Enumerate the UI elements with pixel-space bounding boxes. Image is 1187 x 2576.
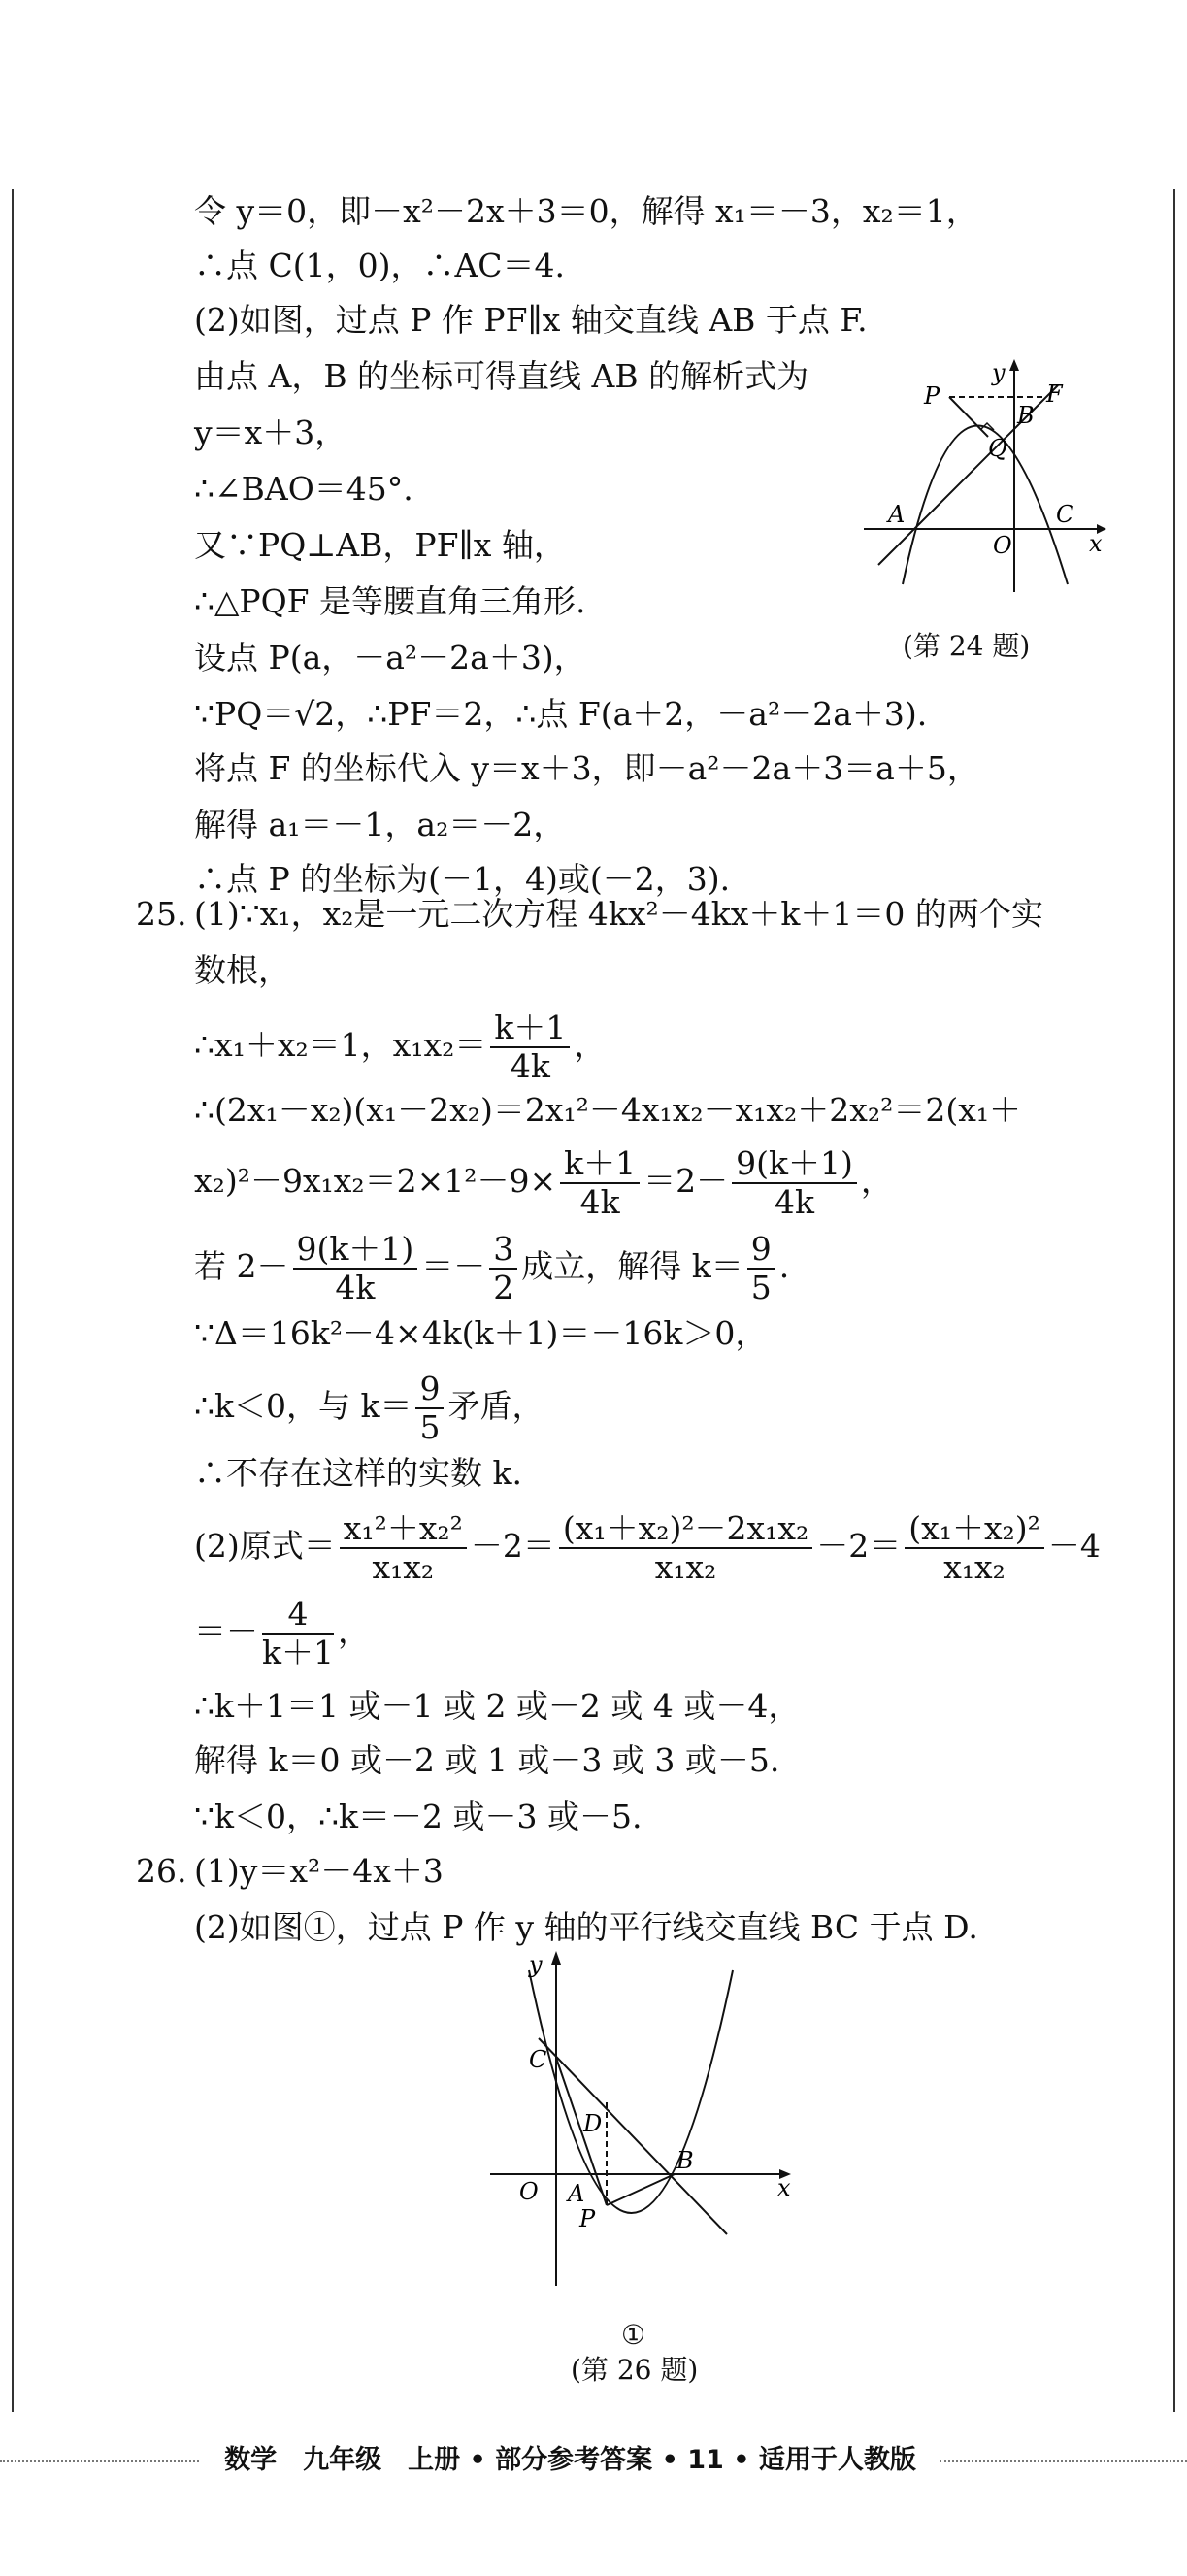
page-footer	[0, 2441, 1187, 2480]
text-line: 数根，	[194, 951, 290, 989]
label-p: P	[579, 2205, 596, 2232]
denominator: 4k	[335, 1269, 376, 1306]
text-segment: ，	[574, 1026, 607, 1064]
text-line: ∴△PQF 是等腰直角三角形.	[194, 582, 586, 620]
text-segment: ∴x₁＋x₂＝1，x₁x₂＝	[194, 1026, 487, 1064]
denominator: 5	[419, 1408, 441, 1446]
label-o: O	[519, 2178, 539, 2205]
text-line: (1)y＝x²－4x＋3	[194, 1852, 444, 1890]
denominator: 5	[750, 1269, 772, 1306]
text-line: ∵Δ＝16k²－4×4k(k＋1)＝－16k＞0，	[194, 1314, 768, 1352]
text-line: y＝x＋3，	[194, 413, 347, 451]
fraction	[415, 1371, 444, 1446]
text-segment: －2＝	[470, 1527, 555, 1565]
numerator: k＋1	[490, 1009, 570, 1048]
numerator: 3	[489, 1231, 517, 1270]
label-b: B	[1017, 402, 1035, 429]
text-line: 解得 a₁＝－1，a₂＝－2，	[194, 806, 566, 843]
text-line: ∴k＋1＝1 或－1 或 2 或－2 或 4 或－4，	[194, 1687, 801, 1725]
label-p: P	[924, 382, 940, 410]
text-segment: .	[778, 1247, 790, 1285]
text-line: 令 y＝0，即－x²－2x＋3＝0，解得 x₁＝－3，x₂＝1，	[194, 192, 978, 230]
label-b: B	[676, 2147, 694, 2174]
problem-number-26: 26.	[136, 1852, 187, 1890]
denominator: x₁x₂	[654, 1548, 717, 1586]
label-q: Q	[988, 435, 1007, 462]
math-line	[194, 1009, 606, 1085]
fraction	[340, 1510, 467, 1586]
text-line: (2)如图，过点 P 作 PF∥x 轴交直线 AB 于点 F.	[194, 301, 868, 339]
figure-26-number: ①	[621, 2319, 646, 2351]
text-line: (1)∵x₁，x₂是一元二次方程 4kx²－4kx＋k＋1＝0 的两个实	[194, 895, 1043, 933]
text-segment: 若 2－	[194, 1247, 289, 1285]
denominator: 4k	[579, 1183, 620, 1221]
label-c: C	[529, 2046, 547, 2073]
figure-26-caption: (第 26 题)	[571, 2354, 699, 2386]
label-f: F	[1046, 380, 1063, 408]
text-line: 由点 A，B 的坐标可得直线 AB 的解析式为	[194, 357, 809, 395]
figure-24	[864, 359, 1106, 602]
label-c: C	[1056, 501, 1074, 528]
label-y: y	[992, 359, 1006, 386]
text-line: ∴(2x₁－x₂)(x₁－2x₂)＝2x₁²－4x₁x₂－x₁x₂＋2x₂²＝2(x₁＋	[194, 1091, 1022, 1129]
text-line: ∴∠BAO＝45°.	[194, 470, 413, 508]
numerator: 9	[747, 1231, 775, 1270]
numerator: 4	[262, 1596, 334, 1635]
fraction	[559, 1510, 812, 1586]
numerator: x₁²＋x₂²	[340, 1510, 467, 1549]
math-line	[194, 1371, 544, 1446]
parabola	[903, 426, 1068, 585]
numerator: k＋1	[560, 1145, 640, 1184]
label-x: x	[1089, 530, 1103, 557]
text-segment: 矛盾，	[447, 1387, 544, 1425]
fraction	[560, 1145, 640, 1221]
text-line: 解得 k＝0 或－2 或 1 或－3 或 3 或－5.	[194, 1741, 780, 1779]
label-a: A	[888, 501, 906, 528]
text-segment: ，	[338, 1612, 370, 1650]
denominator: 4k	[775, 1183, 815, 1221]
math-line	[194, 1510, 1101, 1586]
figure-24-caption: (第 24 题)	[903, 630, 1031, 662]
label-a: A	[568, 2180, 585, 2207]
text-segment: －4	[1047, 1527, 1101, 1565]
text-segment: ＝－	[194, 1612, 258, 1650]
text-segment: ∴k＜0，与 k＝	[194, 1387, 412, 1425]
text-segment: ＝2－	[643, 1162, 729, 1200]
text-segment: ＝－	[421, 1247, 486, 1285]
y-axis-arrow	[1009, 359, 1019, 371]
label-y: y	[529, 1951, 543, 1978]
denominator: x₁x₂	[372, 1548, 435, 1586]
denominator: 2	[493, 1269, 514, 1306]
segment-pq	[949, 397, 988, 437]
math-line	[194, 1231, 789, 1306]
footer-rule-left	[0, 2460, 199, 2462]
math-line	[194, 1145, 893, 1221]
fraction	[489, 1231, 517, 1306]
text-line: ∴不存在这样的实数 k.	[194, 1454, 522, 1492]
text-segment: －2＝	[816, 1527, 902, 1565]
line-pb	[607, 2174, 675, 2205]
footer-rule-right	[940, 2460, 1187, 2462]
text-line: ∵k＜0，∴k＝－2 或－3 或－5.	[194, 1798, 643, 1835]
denominator: k＋1	[262, 1634, 334, 1671]
text-line: ∵PQ＝√2，∴PF＝2，∴点 F(a＋2，－a²－2a＋3).	[194, 695, 928, 733]
problem-number-25: 25.	[136, 895, 187, 933]
text-segment: x₂)²－9x₁x₂＝2×1²－9×	[194, 1162, 557, 1200]
fraction	[905, 1510, 1044, 1586]
text-line: ∴点 P 的坐标为(－1，4)或(－2，3).	[194, 860, 731, 898]
label-x: x	[777, 2174, 791, 2201]
numerator: (x₁＋x₂)²	[905, 1510, 1044, 1549]
text-segment: ，	[860, 1162, 893, 1200]
text-line: 又∵PQ⊥AB，PF∥x 轴，	[194, 526, 566, 564]
fraction	[293, 1231, 418, 1306]
denominator: 4k	[510, 1047, 550, 1085]
footer-text: 数学 九年级 上册 • 部分参考答案 • 11 • 适用于人教版	[224, 2445, 916, 2475]
numerator: 9	[415, 1371, 444, 1409]
text-line: 设点 P(a，－a²－2a＋3)，	[194, 639, 586, 677]
parabola	[529, 1970, 733, 2213]
y-axis-arrow	[551, 1951, 561, 1965]
fraction	[262, 1596, 334, 1671]
label-d: D	[583, 2110, 603, 2137]
page-border-left	[12, 189, 14, 2412]
fraction	[490, 1009, 570, 1085]
text-segment: (2)原式＝	[194, 1527, 336, 1565]
label-o: O	[993, 532, 1012, 559]
numerator: (x₁＋x₂)²－2x₁x₂	[559, 1510, 812, 1549]
math-line	[194, 1596, 370, 1671]
denominator: x₁x₂	[943, 1548, 1006, 1586]
figure-26	[490, 1951, 801, 2291]
text-segment: 成立，解得 k＝	[521, 1247, 743, 1285]
fraction	[732, 1145, 857, 1221]
numerator: 9(k＋1)	[732, 1145, 857, 1184]
text-line: ∴点 C(1，0)，∴AC＝4.	[194, 247, 566, 284]
fraction	[747, 1231, 775, 1306]
text-line: (2)如图①，过点 P 作 y 轴的平行线交直线 BC 于点 D.	[194, 1908, 978, 1946]
text-line: 将点 F 的坐标代入 y＝x＋3，即－a²－2a＋3＝a＋5，	[194, 749, 979, 787]
numerator: 9(k＋1)	[293, 1231, 418, 1270]
page-border-right	[1173, 189, 1175, 2412]
